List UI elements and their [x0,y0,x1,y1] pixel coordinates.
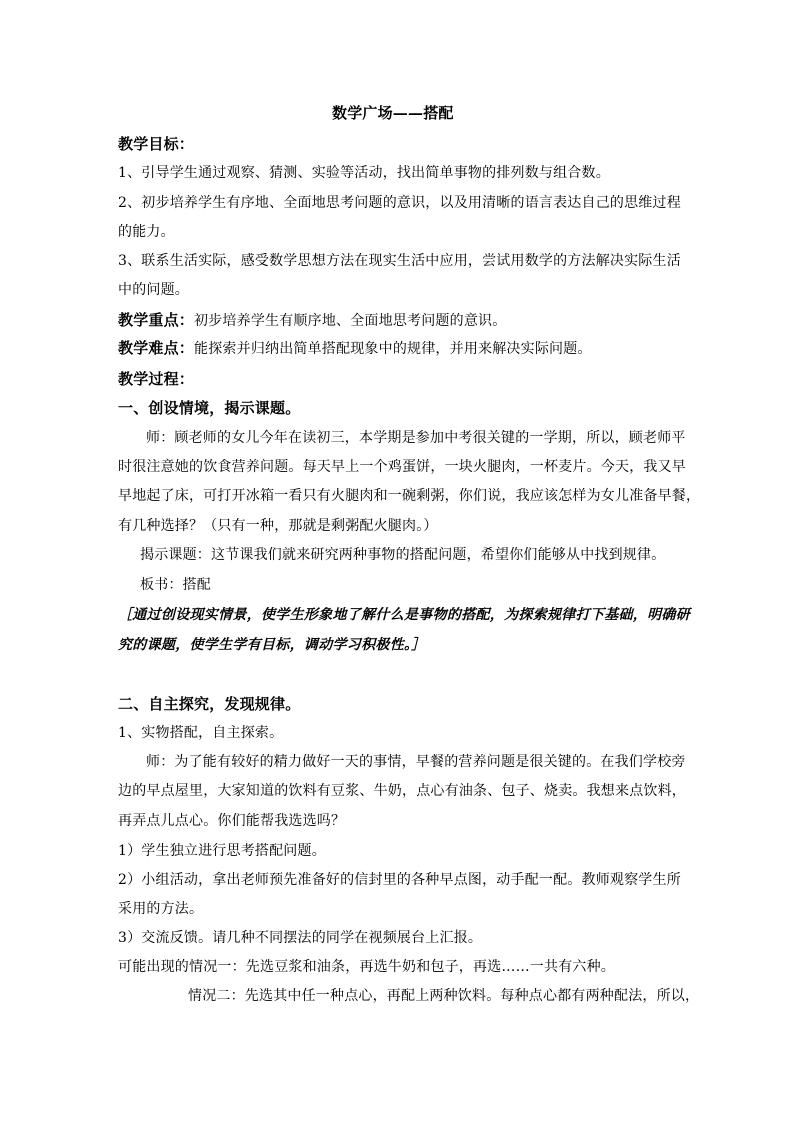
objectives-heading: 教学目标： [118,135,195,153]
difficulty [118,339,592,358]
section-1-para-3: 板书：搭配 [140,577,211,593]
objective-item-1: 1、引导学生通过观察、猜测、实验等活动，找出简单事物的排列数与组合数。 [118,165,610,181]
section-2-para-1-line-3: 再弄点儿点心。你们能帮我选选吗？ [118,813,346,829]
section-1-para-1-line-1: 师：顾老师的女儿今年在读初三，本学期是参加中考很关键的一学期，所以，顾老师平 [146,430,686,446]
section-2-step-3: 3）交流反馈。请几种不同摆法的同学在视频展台上汇报。 [118,930,483,946]
section-1-para-1-line-2: 时很注意她的饮食营养问题。每天早上一个鸡蛋饼，一块火腿肉，一杯麦片。今天，我又早 [118,459,686,475]
section-1-para-1-line-3: 早地起了床，可打开冰箱一看只有火腿肉和一碗剩粥，你们说，我应该怎样为女儿准备早餐， [118,488,701,504]
section-2-step-2-line-1: 2）小组活动，拿出老师预先准备好的信封里的各种早点图，动手配一配。教师观察学生所 [118,872,681,888]
section-2-para-1-line-2: 边的早点屋里，大家知道的饮料有豆浆、牛奶，点心有油条、包子、烧卖。我想来点饮料， [118,783,686,799]
difficulty-label: 教学难点： [118,339,195,357]
section-1-heading: 一、创设情境，揭示课题。 [118,399,301,417]
objective-item-3-line-1: 3、联系生活实际，感受数学思想方法在现实生活中应用，尝试用数学的方法解决实际生活 [118,253,681,269]
objective-item-2-line-2: 的能力。 [118,224,175,240]
section-1-para-1-line-4: 有几种选择？（只有一种，那就是剩粥配火腿肉。） [118,518,438,534]
process-heading: 教学过程： [118,370,195,388]
key-point [118,311,506,330]
objective-item-3-line-2: 中的问题。 [118,282,189,298]
section-2-case-1: 可能出现的情况一：先选豆浆和油条，再选牛奶和包子，再选……一共有六种。 [118,959,615,975]
section-2-heading: 二、自主探究，发现规律。 [118,695,301,713]
section-2-sub-1: 1、实物搭配，自主探索。 [118,725,284,741]
objective-item-2-line-1: 2、初步培养学生有序地、全面地思考问题的意识，以及用清晰的语言表达自己的思维过程 [118,195,681,211]
teaching-note-line-2: 究的课题，使学生学有目标，调动学习积极性。］ [118,637,426,653]
page-title: 数学广场——搭配 [332,104,454,122]
key-point-text: 初步培养学生有顺序地、全面地思考问题的意识。 [194,313,507,329]
section-2-step-2-line-2: 采用的方法。 [118,901,204,917]
section-1-para-2: 揭示课题：这节课我们就来研究两种事物的搭配问题，希望你们能够从中找到规律。 [140,547,666,563]
section-2-para-1-line-1: 师：为了能有较好的精力做好一天的事情，早餐的营养问题是很关键的。在我们学校旁 [146,754,686,770]
section-2-step-1: 1）学生独立进行思考搭配问题。 [118,843,326,859]
section-2-case-2: 情况二：先选其中任一种点心，再配上两种饮料。每种点心都有两种配法，所以， [188,988,700,1004]
teaching-note-line-1: ［通过创设现实情景，使学生形象地了解什么是事物的搭配，为探索规律打下基础，明确研 [118,607,690,623]
key-point-label: 教学重点： [118,311,195,329]
difficulty-text: 能探索并归纳出简单搭配现象中的规律，并用来解决实际问题。 [194,341,592,357]
